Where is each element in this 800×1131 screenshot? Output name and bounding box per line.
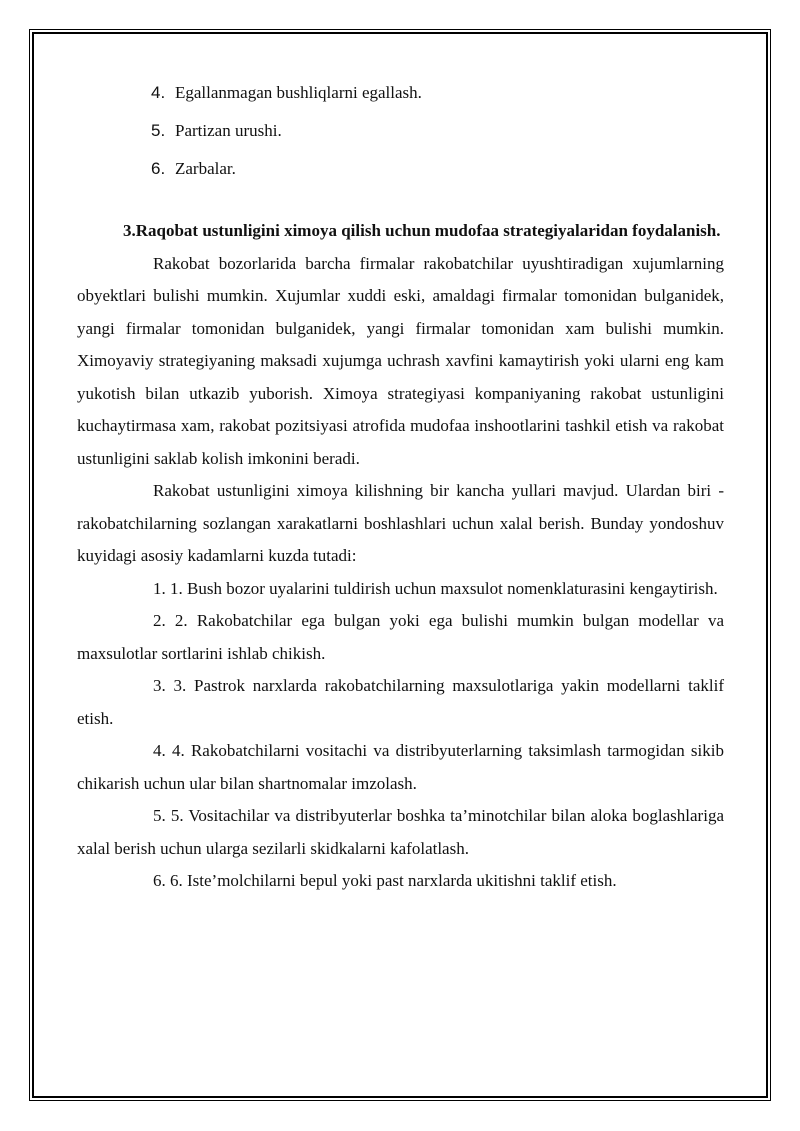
list-number: 5. bbox=[151, 121, 166, 140]
paragraph: 3. 3. Pastrok narxlarda rakobatchilarning maxsulotlariga yakin modellarni taklif etish. bbox=[77, 676, 724, 728]
paragraph: 5. 5. Vositachilar va distribyuterlar boshka ta’minotchilar bilan aloka boglashlariga xalal berish uchun ularga sezilarli skidkalarni kafolatlash. bbox=[77, 806, 724, 858]
list-text: Zarbalar. bbox=[175, 159, 236, 178]
document-body bbox=[77, 74, 724, 898]
paragraph: Rakobat bozorlarida barcha firmalar rakobatchilar uyushtiradigan xujumlarning obyektlari bulishi mumkin. Xujumlar xuddi eski, amaldagi firmalar tomonidan bulganidek, yangi firmalar tomonidan bulganidek, yangi firmalar tomonidan xam bulishi mumkin. Ximoyaviy strategiyaning maksadi xujumga uchrash xavfini kamaytirish yoki ularni eng kam yukotish bilan utkazib yuborish. Ximoya strategiyasi kompaniyaning rakobat ustunligini kuchaytirmasa xam, rakobat pozitsiyasi atrofida mudofaa inshootlarini tashkil etish va rakobat ustunligini saklab kolish imkonini beradi. bbox=[77, 253, 724, 468]
paragraph: Rakobat ustunligini ximoya kilishning bir kancha yullari mavjud. Ulardan biri - rakobatchilarning sozlangan xarakatlarni boshlashlari uchun xalal berish. Bunday yondoshuv kuyidagi asosiy kadamlarni kuzda tutadi: bbox=[77, 481, 724, 565]
list-item bbox=[77, 112, 724, 150]
paragraph: 4. 4. Rakobatchilarni vositachi va distribyuterlarning taksimlash tarmogidan sikib chikarish uchun ular bilan shartnomalar imzolash. bbox=[77, 741, 724, 793]
list-number: 6. bbox=[151, 159, 166, 178]
section-heading: 3.Raqobat ustunligini ximoya qilish uchun mudofaa strategiyalaridan foydalanish. bbox=[123, 221, 721, 240]
list-text: Partizan urushi. bbox=[175, 121, 282, 140]
paragraph: 6. 6. Iste’molchilarni bepul yoki past narxlarda ukitishni taklif etish. bbox=[153, 871, 617, 890]
list-text: Egallanmagan bushliqlarni egallash. bbox=[175, 83, 422, 102]
list-item bbox=[77, 74, 724, 112]
list-number: 4. bbox=[151, 83, 166, 102]
paragraph: 2. 2. Rakobatchilar ega bulgan yoki ega bulishi mumkin bulgan modellar va maxsulotlar sortlarini ishlab chikish. bbox=[77, 611, 724, 663]
paragraph: 1. 1. Bush bozor uyalarini tuldirish uchun maxsulot nomenklaturasini kengaytirish. bbox=[153, 578, 718, 598]
list-item bbox=[77, 150, 724, 188]
